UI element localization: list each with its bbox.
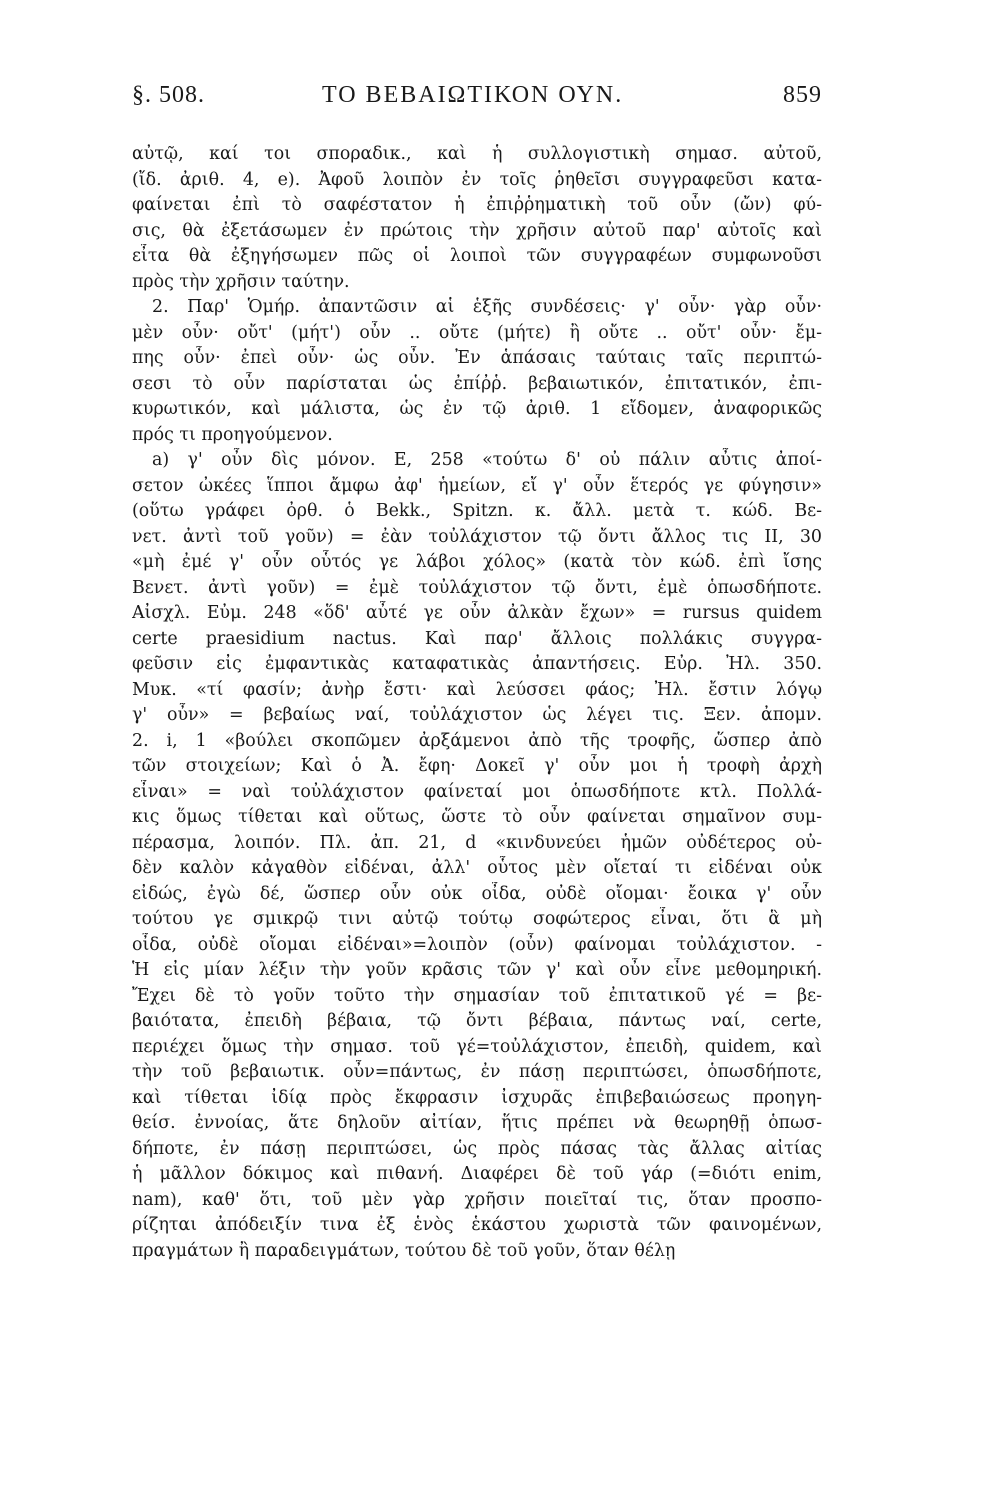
- text-line: πης οὖν· ἐπεὶ οὖν· ὡς οὖν. Ἐν ἁπάσαις ταύταις ταῖς περιπτώ-: [132, 348, 822, 368]
- running-title: ΤΟ ΒΕΒΑΙΩΤΙΚΟΝ ΟΥΝ.: [322, 82, 624, 108]
- text-line: Μυκ. «τί φασίν; ἀνὴρ ἔστι· καὶ λεύσσει φάος; Ἠλ. ἔστιν λόγῳ: [132, 679, 822, 700]
- text-line: ἡ μᾶλλον δόκιμος καὶ πιθανή. Διαφέρει δὲ τοῦ γάρ (=διότι enim,: [132, 1164, 822, 1184]
- text-line: πέρασμα, λοιπόν. Πλ. ἀπ. 21, d «κινδυνεύει ἡμῶν οὐδέτερος οὐ-: [132, 832, 822, 853]
- text-line: σεσι τὸ οὖν παρίσταται ὡς ἐπίῤῥ. βεβαιωτικόν, ἐπιτατικόν, ἐπι-: [132, 373, 822, 394]
- text-line: nam), καθ' ὅτι, τοῦ μὲν γὰρ χρῆσιν ποιεῖταί τις, ὅταν προσπο-: [132, 1189, 822, 1210]
- text-line: 2. Παρ' Ὁμήρ. ἀπαντῶσιν αἱ ἑξῆς συνδέσεις· γ' οὖν· γὰρ οὖν·: [152, 297, 822, 317]
- text-line: σετον ὠκέες ἵπποι ἄμφω ἀφ' ἡμείων, εἴ γ' οὖν ἕτερός γε φύγησιν»: [132, 475, 822, 496]
- text-line: Ἔχει δὲ τὸ γοῦν τοῦτο τὴν σημασίαν τοῦ ἐπιτατικοῦ γέ = βε-: [132, 985, 822, 1006]
- text-line: τῶν στοιχείων; Καὶ ὁ Ἀ. ἔφη· Δοκεῖ γ' οὖν μοι ἡ τροφὴ ἀρχὴ: [132, 756, 822, 776]
- text-line: τούτου γε σμικρῷ τινι αὐτῷ τούτῳ σοφώτερος εἶναι, ὅτι ἃ μὴ: [132, 909, 822, 929]
- body-text: [132, 142, 822, 1264]
- running-head: [132, 70, 822, 122]
- text-line: μὲν οὖν· οὔτ' (μήτ') οὖν .. οὔτε (μήτε) ἢ οὔτε .. οὔτ' οὖν· ἔμ-: [132, 322, 822, 343]
- text-line: νετ. ἀντὶ τοῦ γοῦν) = ἐὰν τοὐλάχιστον τῷ ὄντι ἄλλος τις ΙΙ, 30: [132, 526, 822, 547]
- text-line: γ' οὖν» = βεβαίως ναί, τοὐλάχιστον ὡς λέγει τις. Ξεν. ἀπομν.: [132, 705, 822, 725]
- page-number: 859: [783, 82, 822, 108]
- text-line: φεῦσιν εἰς ἐμφαντικὰς καταφατικὰς ἀπαντήσεις. Εὐρ. Ἠλ. 350.: [132, 654, 822, 674]
- text-line: κυρωτικόν, καὶ μάλιστα, ὡς ἐν τῷ ἀριθ. 1 εἴδομεν, ἀναφορικῶς: [132, 399, 822, 419]
- text-line: 2. i, 1 «βούλει σκοπῶμεν ἀρξάμενοι ἀπὸ τῆς τροφῆς, ὥσπερ ἀπὸ: [132, 730, 822, 751]
- text-line: εἶτα θὰ ἐξηγήσωμεν πῶς οἱ λοιποὶ τῶν συγγραφέων συμφωνοῦσι: [132, 246, 822, 266]
- text-line: πρός τι προηγούμενον.: [132, 424, 333, 445]
- text-line: εἰδώς, ἐγὼ δέ, ὥσπερ οὖν οὐκ οἶδα, οὐδὲ οἴομαι· ἔοικα γ' οὖν: [132, 883, 822, 904]
- text-line: κις ὅμως τίθεται καὶ οὕτως, ὥστε τὸ οὖν φαίνεται σημαῖνον συμ-: [132, 807, 822, 827]
- text-line: βαιότατα, ἐπειδὴ βέβαια, τῷ ὄντι βέβαια, πάντως ναί, certe,: [132, 1011, 822, 1031]
- text-line: σις, θὰ ἐξετάσωμεν ἐν πρώτοις τὴν χρῆσιν αὐτοῦ παρ' αὐτοῖς καὶ: [132, 220, 822, 241]
- text-line: (οὕτω γράφει ὀρθ. ὁ Bekk., Spitzn. κ. ἄλλ. μετὰ τ. κώδ. Βε-: [132, 501, 822, 521]
- text-line: εἶναι» = ναὶ τοὐλάχιστον φαίνεταί μοι ὁπωσδήποτε κτλ. Πολλά-: [132, 781, 822, 802]
- text-line: (ἴδ. ἀριθ. 4, e). Ἀφοῦ λοιπὸν ἐν τοῖς ῥηθεῖσι συγγραφεῦσι κατα-: [132, 169, 822, 190]
- text-line: Βενετ. ἀντὶ γοῦν) = ἐμὲ τοὐλάχιστον τῷ ὄντι, ἐμὲ ὁπωσδήποτε.: [132, 577, 822, 598]
- text-line: φαίνεται ἐπὶ τὸ σαφέστατον ἡ ἐπιῤῥηματικὴ τοῦ οὖν (ὤν) φύ-: [132, 195, 822, 215]
- text-line: θείσ. ἐννοίας, ἅτε δηλοῦν αἰτίαν, ἥτις πρέπει νὰ θεωρηθῇ ὁπωσ-: [132, 1113, 822, 1133]
- text-line: καὶ τίθεται ἰδίᾳ πρὸς ἔκφρασιν ἰσχυρᾶς ἐπιβεβαιώσεως προηγη-: [132, 1087, 822, 1108]
- text-line: αὐτῷ, καί τοι σποραδικ., καὶ ἡ συλλογιστικὴ σημασ. αὐτοῦ,: [132, 144, 822, 164]
- section-number: §. 508.: [132, 82, 205, 108]
- text-line: δήποτε, ἐν πάσῃ περιπτώσει, ὡς πρὸς πάσας τὰς ἄλλας αἰτίας: [132, 1138, 822, 1159]
- text-line: «μὴ ἐμέ γ' οὖν οὗτός γε λάβοι χόλος» (κατὰ τὸν κώδ. ἐπὶ ἴσης: [132, 552, 822, 572]
- text-line: τὴν τοῦ βεβαιωτικ. οὖν=πάντως, ἐν πάσῃ περιπτώσει, ὁπωσδήποτε,: [132, 1062, 822, 1082]
- text-line: δὲν καλὸν κἀγαθὸν εἰδέναι, ἀλλ' οὗτος μὲν οἴεταί τι εἰδέναι οὐκ: [132, 858, 822, 878]
- book-page: [132, 70, 822, 1450]
- text-line: περιέχει ὅμως τὴν σημασ. τοῦ γέ=τοὐλάχιστον, ἐπειδὴ, quidem, καὶ: [132, 1036, 822, 1057]
- text-line: πραγμάτων ἢ παραδειγμάτων, τούτου δὲ τοῦ γοῦν, ὅταν θέλῃ: [132, 1240, 676, 1261]
- text-line: a) γ' οὖν δὶς μόνον. Ε, 258 «τούτω δ' οὐ πάλιν αὖτις ἀποί-: [152, 450, 822, 470]
- text-line: οἶδα, οὐδὲ οἴομαι εἰδέναι»=λοιπὸν (οὖν) φαίνομαι τοὐλάχιστον. -: [132, 934, 822, 955]
- text-line: ρίζηται ἀπόδειξίν τινα ἐξ ἑνὸς ἑκάστου χωριστὰ τῶν φαινομένων,: [132, 1215, 822, 1235]
- text-line: πρὸς τὴν χρῆσιν ταύτην.: [132, 271, 350, 292]
- text-line: Αἰσχλ. Εὐμ. 248 «ὅδ' αὖτέ γε οὖν ἀλκὰν ἔχων» = rursus quidem: [132, 603, 822, 623]
- text-line: Ἡ εἰς μίαν λέξιν τὴν γοῦν κρᾶσις τῶν γ' καὶ οὖν εἶνε μεθομηρική.: [132, 960, 822, 980]
- text-line: certe praesidium nactus. Καὶ παρ' ἄλλοις πολλάκις συγγρα-: [132, 628, 822, 649]
